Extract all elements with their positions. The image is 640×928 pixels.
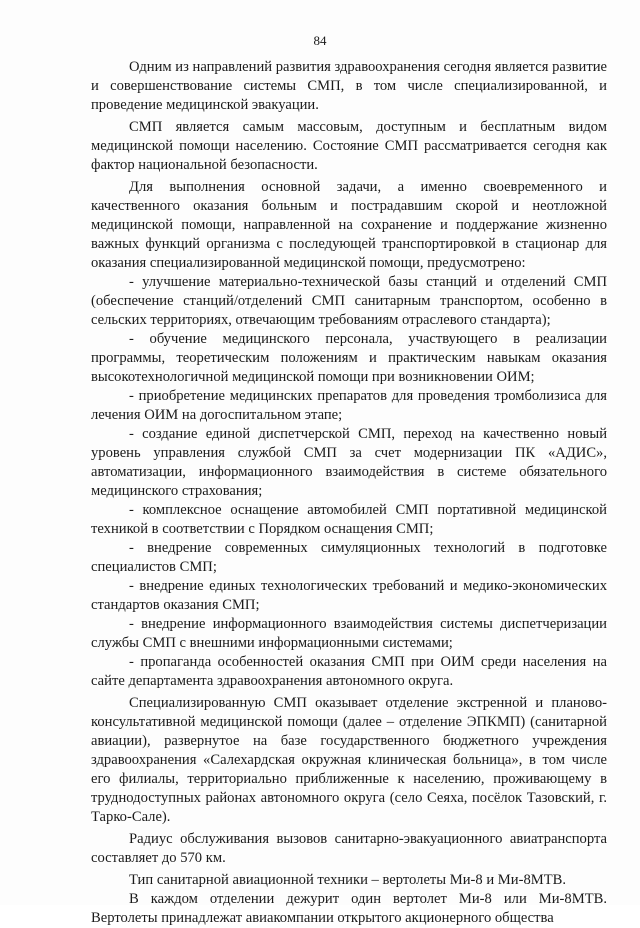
- list-item: - внедрение единых технологических требований и медико-экономических стандартов оказания СМП;: [91, 578, 607, 613]
- document-body: [91, 58, 607, 928]
- page-number: 84: [313, 33, 327, 48]
- paragraph: Радиус обслуживания вызовов санитарно-эвакуационного авиатранспорта составляет до 570 км.: [91, 831, 607, 866]
- list-item: - внедрение современных симуляционных технологий в подготовке специалистов СМП;: [91, 540, 607, 575]
- paragraph: Специализированную СМП оказывает отделение экстренной и планово-консультативной медицинской помощи (далее – отделение ЭПКМП) (санитарной авиации), развернутое на базе государственного бюджетного учреждения здравоохранения «Салехардская окружная клиническая больница», в том числе его филиалы, территориально приближенные к населению, проживающему в труднодоступных районах автономного округа (село Сеяха, посёлок Тазовский, г. Тарко-Сале).: [91, 695, 607, 825]
- paragraph: Тип санитарной авиационной техники – вертолеты Ми-8 и Ми-8МТВ.: [129, 872, 567, 888]
- paragraph: Для выполнения основной задачи, а именно своевременного и качественного оказания больным и пострадавшим скорой и неотложной медицинской помощи, направленной на сохранение и поддержание жизненно важных функций организма с последующей транспортировкой в стационар для оказания специализированной медицинской помощи, предусмотрено:: [91, 179, 607, 271]
- list-item: - комплексное оснащение автомобилей СМП портативной медицинской техникой в соответствии с Порядком оснащения СМП;: [91, 502, 607, 537]
- list-item: - пропаганда особенностей оказания СМП при ОИМ среди населения на сайте департамента здравоохранения автономного округа.: [91, 654, 607, 689]
- paragraph: В каждом отделении дежурит один вертолет Ми-8 или Ми-8МТВ. Вертолеты принадлежат авиакомпании открытого акционерного общества: [91, 891, 607, 926]
- list-item: - создание единой диспетчерской СМП, переход на качественно новый уровень управления службой СМП за счет модернизации ПК «АДИС», автоматизации, информационного взаимодействия в системе обязательного медицинского страхования;: [91, 426, 607, 499]
- list-item: - обучение медицинского персонала, участвующего в реализации программы, теоретическим положениям и практическим навыкам оказания высокотехнологичной медицинской помощи при возникновении ОИМ;: [91, 331, 607, 385]
- paragraph: Одним из направлений развития здравоохранения сегодня является развитие и совершенствование системы СМП, в том числе специализированной, и проведение медицинской эвакуации.: [91, 59, 607, 113]
- list-item: - приобретение медицинских препаратов для проведения тромболизиса для лечения ОИМ на догоспитальном этапе;: [91, 388, 607, 423]
- list-item: - внедрение информационного взаимодействия системы диспетчеризации службы СМП с внешними информационными системами;: [91, 616, 607, 651]
- paragraph: СМП является самым массовым, доступным и бесплатным видом медицинской помощи населению. Состояние СМП рассматривается сегодня как фактор национальной безопасности.: [91, 119, 607, 173]
- list-item: - улучшение материально-технической базы станций и отделений СМП (обеспечение станций/отделений СМП санитарным транспортом, особенно в сельских территориях, отвечающим требованиям отраслевого стандарта);: [91, 274, 607, 328]
